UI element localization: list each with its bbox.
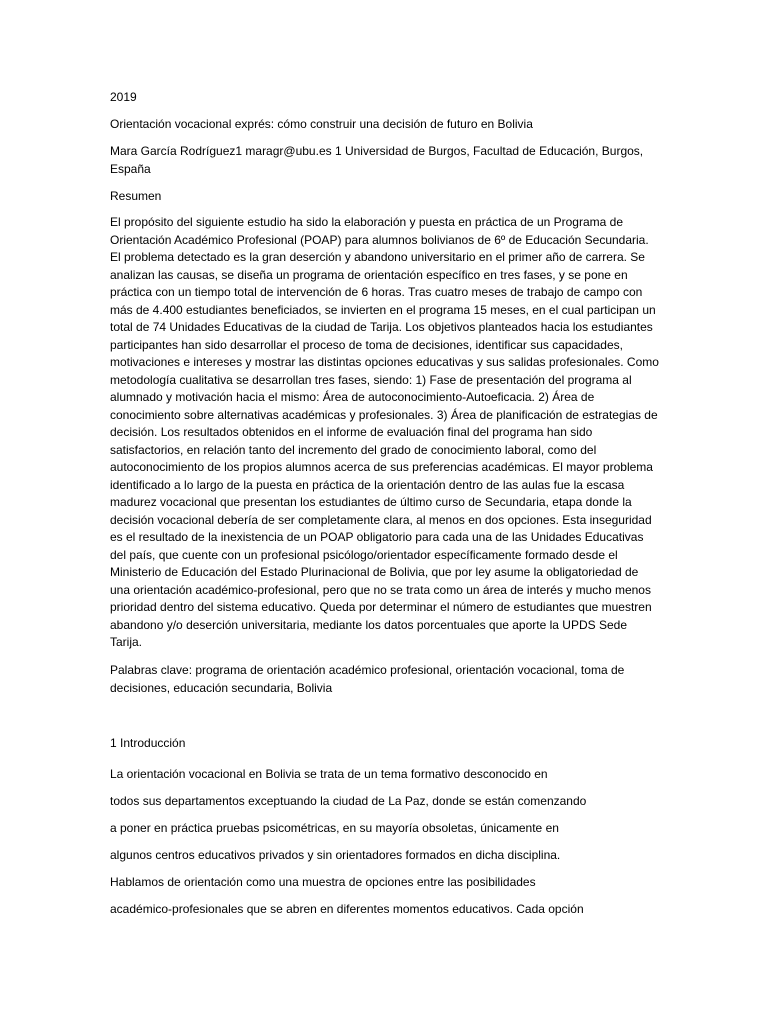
intro-line: todos sus departamentos exceptuando la ciudad de La Paz, donde se están comenzando: [110, 793, 587, 808]
abstract-heading: Resumen: [110, 189, 162, 203]
paper-title: Orientación vocacional exprés: cómo construir una decisión de futuro en Bolivia: [110, 117, 533, 131]
publication-year: 2019: [110, 90, 137, 104]
section-heading-introduction: 1 Introducción: [110, 735, 186, 750]
author-affiliation: Mara García Rodríguez1 maragr@ubu.es 1 Universidad de Burgos, Facultad de Educación, Burgos, España: [110, 144, 644, 176]
intro-line: Hablamos de orientación como una muestra de opciones entre las posibilidades: [110, 874, 536, 889]
intro-line: algunos centros educativos privados y sin orientadores formados en dicha disciplina.: [110, 847, 561, 862]
intro-line: La orientación vocacional en Bolivia se trata de un tema formativo desconocido en: [110, 766, 548, 781]
intro-line: académico-profesionales que se abren en diferentes momentos educativos. Cada opción: [110, 901, 584, 916]
intro-line: a poner en práctica pruebas psicométricas, en su mayoría obsoletas, únicamente en: [110, 820, 559, 835]
introduction-body: [110, 761, 660, 923]
keywords: Palabras clave: programa de orientación académico profesional, orientación vocacional, toma de decisiones, educación secundaria, Bolivia: [110, 662, 625, 695]
abstract-text: El propósito del siguiente estudio ha sido la elaboración y puesta en práctica de un Programa de Orientación Académico Profesional (POAP) para alumnos bolivianos de 6º de Educación Secundaria. El problema detectado es la gran deserción y abandono universitario en el primer año de carrera. Se analizan las causas, se diseña un programa de orientación específico en tres fases, y se pone en práctica con un tiempo total de intervención de 6 horas. Tras cuatro meses de trabajo de campo con más de 4.400 estudiantes beneficiados, se invierten en el programa 15 meses, en el cual participan un total de 74 Unidades Educativas de la ciudad de Tarija. Los objetivos planteados hacia los estudiantes participantes han sido desarrollar el proceso de toma de decisiones, identificar sus capacidades, motivaciones e intereses y mostrar las distintas opciones educativas y sus salidas profesionales. Como metodología cualitativa se desarrollan tres fases, siendo: 1) Fase de presentación del programa al alumnado y motivación hacia el mismo: Área de autoconocimiento-Autoeficacia. 2) Área de conocimiento sobre alternativas académicas y profesionales. 3) Área de planificación de estrategias de decisión. Los resultados obtenidos en el informe de evaluación final del programa han sido satisfactorios, en relación tanto del incremento del grado de conocimiento laboral, como del autoconocimiento de los propios alumnos acerca de sus preferencias académicas. El mayor problema identificado a lo largo de la puesta en práctica de la orientación dentro de las aulas fue la escasa madurez vocacional que presentan los estudiantes de último curso de Secundaria, etapa donde la decisión vocacional debería de ser completamente clara, al menos en dos opciones. Esta inseguridad es el resultado de la inexistencia de un POAP obligatorio para cada una de las Unidades Educativas del país, que cuente con un profesional psicólogo/orientador específicamente formado desde el Ministerio de Educación del Estado Plurinacional de Bolivia, que por ley asume la obligatoriedad de una orientación académico-profesional, pero que no se trata como un área de interés y mucho menos prioridad dentro del sistema educativo. Queda por determinar el número de estudiantes que muestren abandono y/o deserción universitaria, mediante los datos porcentuales que aporte la UPDS Sede Tarija.: [110, 215, 659, 649]
